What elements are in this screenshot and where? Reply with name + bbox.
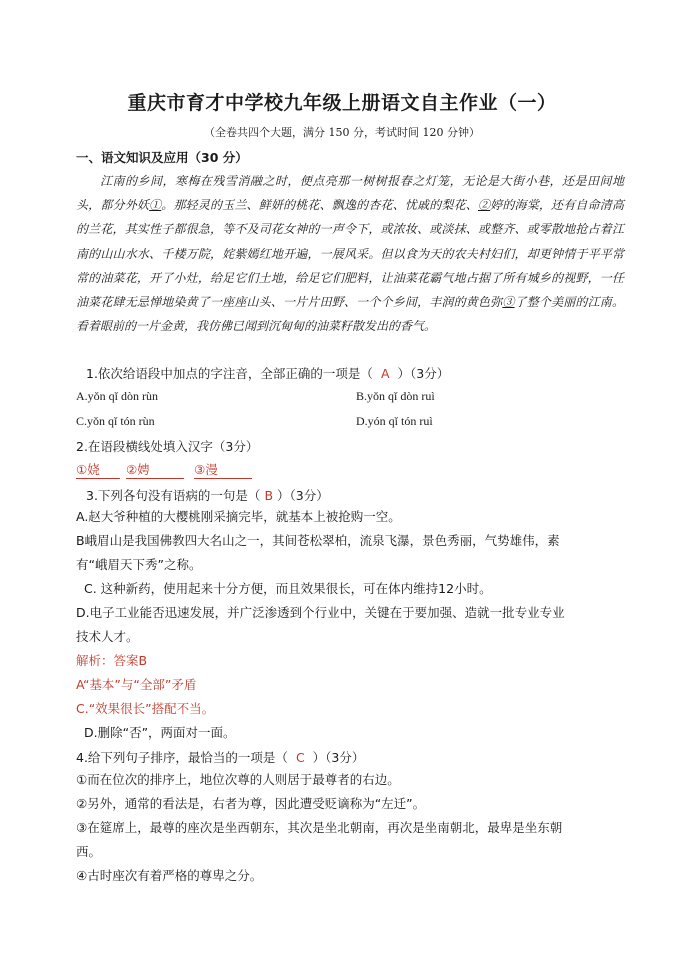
q4-answer: C xyxy=(295,750,305,765)
q4-sentence-4: ④古时座次有着严格的尊卑之分。 xyxy=(76,868,263,883)
q1-answer: A xyxy=(380,366,390,381)
q2-answer-1: ①娆 xyxy=(76,460,120,479)
q1-option-b: B.yǒn qǐ dòn ruì xyxy=(356,389,435,403)
passage-text-4: 了整个美丽的江南。看着眼前的一片金黄，我仿佛已闻到沉甸甸的油菜籽散发出的香气。 xyxy=(76,295,624,334)
q1-option-d: D.yón qǐ tón ruì xyxy=(356,414,433,428)
passage-text-1: 江南的乡间，寒梅在残雪消融之时，便点亮那一树树报春之灯笼，无论是大街小巷，还是田间地头，都分外妖 xyxy=(76,174,624,213)
q3-stem-a: 3.下列各句没有语病的一句是（ xyxy=(86,488,261,503)
q1-option-a: A.yǒn qǐ dòn rùn xyxy=(76,389,158,403)
q4-sentence-3-line2: 西。 xyxy=(76,844,102,859)
q1-option-c: C.yǒn qǐ tón rùn xyxy=(76,414,155,428)
passage-text-2: 。那轻灵的玉兰、鲜妍的桃花、飘逸的杏花、忧戚的梨花、 xyxy=(161,198,478,213)
blank-2: ② xyxy=(477,198,491,213)
q4-sentence-1: ①而在位次的排序上，地位次尊的人则居于最尊者的右边。 xyxy=(76,772,400,787)
blank-3: ③ xyxy=(502,295,515,310)
q3-option-a: A.赵大爷种植的大樱桃刚采摘完毕，就基本上被抢购一空。 xyxy=(76,509,401,524)
q2-answer-2: ②娉 xyxy=(126,460,184,479)
q2-stem: 2.在语段横线处填入汉字（3分） xyxy=(76,439,259,454)
q1-stem-b: ）（3分） xyxy=(397,366,450,381)
q4-stem xyxy=(76,748,364,766)
q3-stem-b: ）（3分） xyxy=(277,488,329,503)
q4-stem-a: 4.给下列句子排序，最恰当的一项是（ xyxy=(76,750,288,765)
q4-stem-b: ）（3分） xyxy=(312,750,365,765)
q3-note-a: A“基本”与“全部”矛盾 xyxy=(76,677,197,692)
page-title: 重庆市育才中学校九年级上册语文自主作业（一） xyxy=(127,92,557,114)
q1-stem-a: 1.依次给语段中加点的字注音，全部正确的一项是（ xyxy=(86,366,373,381)
q3-option-d-line2: 技术人才。 xyxy=(76,629,139,644)
q2-answer-3: ③漫 xyxy=(194,460,252,479)
q3-option-b-line2: 有“峨眉天下秀”之称。 xyxy=(76,557,202,572)
q1-stem xyxy=(86,364,449,382)
section-heading: 一、语文知识及应用（30 分） xyxy=(76,150,248,165)
q3-option-d-line1: D.电子工业能否迅速发展，并广泛渗透到个行业中，关键在于要加强、造就一批专业专业 xyxy=(76,605,565,620)
q3-option-b-line1: B峨眉山是我国佛教四大名山之一，其间苍松翠柏，流泉飞瀑，景色秀丽，气势雄伟，素 xyxy=(76,533,560,548)
q3-answer: B xyxy=(264,488,274,503)
q3-note-d: D.删除“否”，两面对一面。 xyxy=(84,725,236,740)
reading-passage xyxy=(76,169,624,338)
blank-1: ① xyxy=(149,198,162,213)
passage-text-3: 婷的海棠，还有自命清高的兰花，其实性子都很急，等不及司花女神的一声令下，或浓妆、或淡抹、或整齐、或零散地抢占着江南的山山水水、千楼万院，姹紫嫣红地开遍，一展风采。但以食为天的农夫村妇们，却更钟情于平平常常的油菜花，开了小灶，给足它们土地，给足它们肥料，让油菜花霸气地占据了所有城乡的视野，一任油菜花肆无忌惮地染黄了一座座山头、一片片田野、一个个乡间，丰润的黄色弥 xyxy=(76,198,624,310)
q3-analysis: 解析：答案B xyxy=(76,653,148,668)
q4-sentences xyxy=(76,768,626,888)
exam-subtitle: （全卷共四个大题，满分 150 分，考试时间 120 分钟） xyxy=(204,126,480,139)
q3-option-c: C. 这种新药，使用起来十分方便，而且效果很长，可在体内维持12小时。 xyxy=(84,581,492,596)
q3-options xyxy=(76,505,626,745)
q3-stem xyxy=(86,486,329,504)
q3-note-c: C.“效果很长”搭配不当。 xyxy=(76,701,215,716)
q2-answers xyxy=(76,460,252,479)
q4-sentence-3-line1: ③在筵席上，最尊的座次是坐西朝东，其次是坐北朝南，再次是坐南朝北，最卑是坐东朝 xyxy=(76,820,563,835)
q4-sentence-2: ②另外，通常的看法是，右者为尊，因此遭受贬谪称为“左迁”。 xyxy=(76,796,426,811)
